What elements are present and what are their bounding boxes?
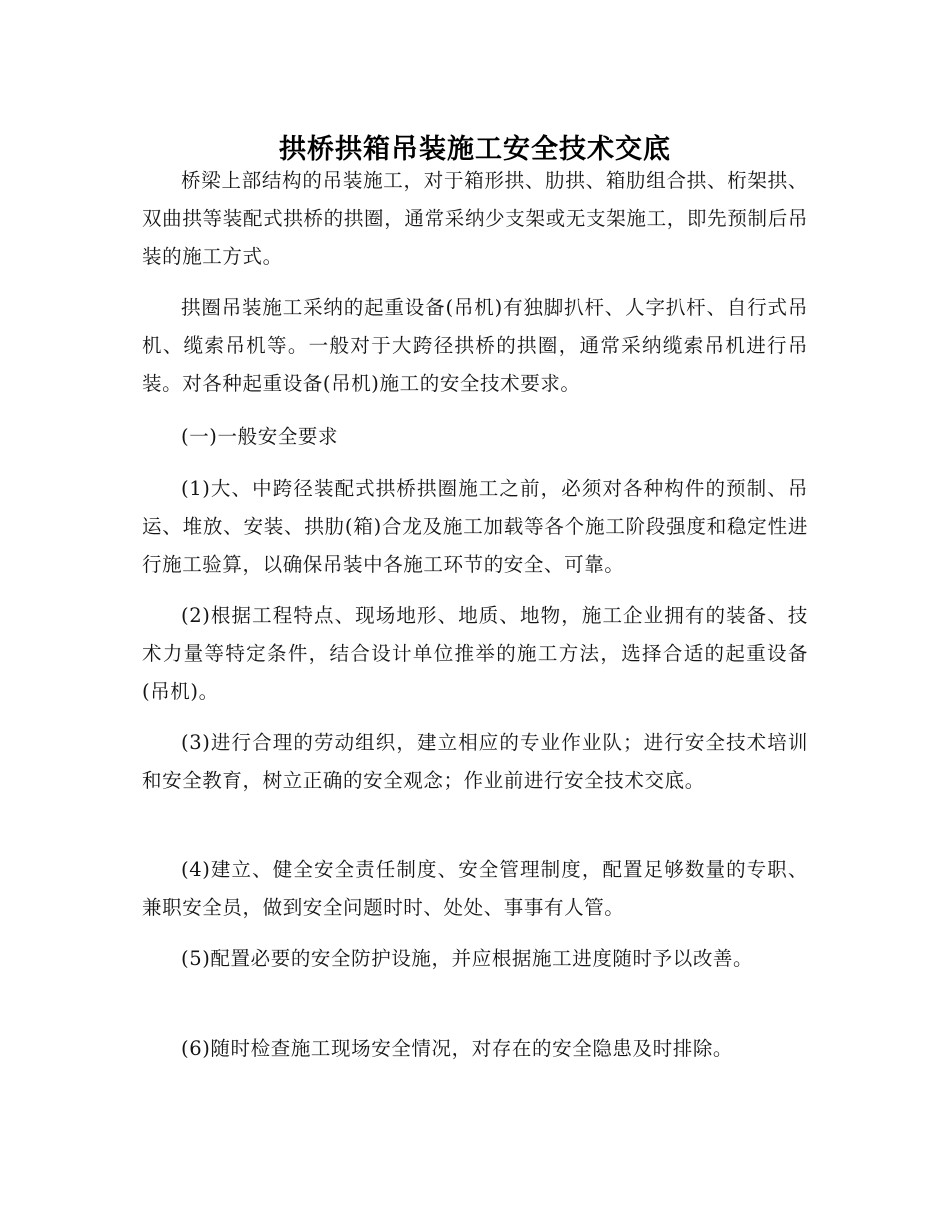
paragraph-item-3: (3)进行合理的劳动组织，建立相应的专业作业队；进行安全技术培训和安全教育，树立正确的安全观念；作业前进行安全技术交底。 xyxy=(142,731,808,792)
paragraph-item-6: (6)随时检查施工现场安全情况，对存在的安全隐患及时排除。 xyxy=(181,1037,734,1060)
document-title: 拱桥拱箱吊装施工安全技术交底 xyxy=(279,134,671,166)
paragraph-item-1: (1)大、中跨径装配式拱桥拱圈施工之前，必须对各种构件的预制、吊运、堆放、安装、拱肋(箱)合龙及施工加载等各个施工阶段强度和稳定性进行施工验算，以确保吊装中各施工环节的安全、可靠。 xyxy=(142,477,808,576)
paragraph-item-4: (4)建立、健全安全责任制度、安全管理制度，配置足够数量的专职、兼职安全员，做到安全问题时时、处处、事事有人管。 xyxy=(142,858,808,919)
paragraph-intro: 桥梁上部结构的吊装施工，对于箱形拱、肋拱、箱肋组合拱、桁架拱、双曲拱等装配式拱桥的拱圈，通常采纳少支架或无支架施工，即先预制后吊装的施工方式。 xyxy=(142,169,808,268)
section-heading-general-safety: (一)一般安全要求 xyxy=(181,425,339,448)
paragraph-item-5: (5)配置必要的安全防护设施，并应根据施工进度随时予以改善。 xyxy=(181,947,754,970)
paragraph-item-2: (2)根据工程特点、现场地形、地质、地物，施工企业拥有的装备、技术力量等特定条件，结合设计单位推举的施工方法，选择合适的起重设备(吊机)。 xyxy=(142,604,808,703)
paragraph-lifting-equipment: 拱圈吊装施工采纳的起重设备(吊机)有独脚扒杆、人字扒杆、自行式吊机、缆索吊机等。一般对于大跨径拱桥的拱圈，通常采纳缆索吊机进行吊装。对各种起重设备(吊机)施工的安全技术要求。 xyxy=(142,296,808,395)
